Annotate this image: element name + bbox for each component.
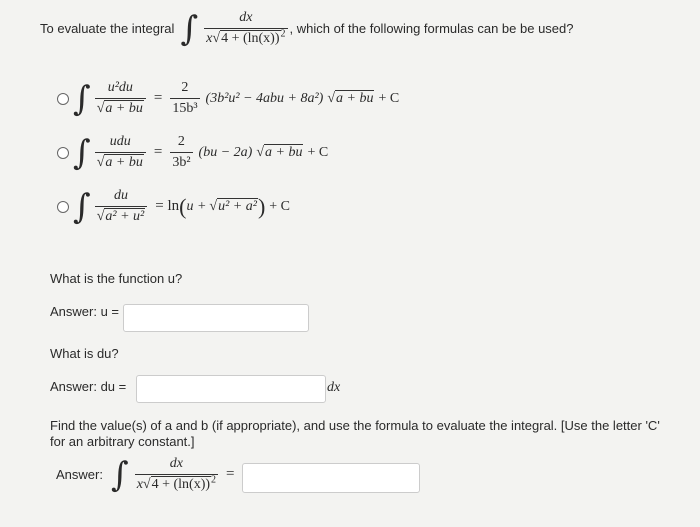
answer-du-suffix: dx bbox=[327, 380, 341, 395]
integral-sign: ∫ bbox=[73, 132, 91, 173]
question-du: What is du? bbox=[50, 346, 119, 361]
formula-option-2[interactable]: ∫ $\frac{\text{udu}}{√a + bu}$ = $\frac{2}{\text{3b²}}$ (bu − 2a) √a + bu + C bbox=[57, 134, 328, 171]
formula-option-1[interactable]: ∫ $\frac{\text{u²du}}{√a + bu}$ = $\frac{2}{\text{15b³}}$ (3b²u² − 4abu + 8a²) √a + bu + C bbox=[57, 80, 399, 117]
final-integrand: $\frac{dx}{x√4 + (\ln(x))^2}$ bbox=[136, 456, 217, 492]
answer-u-label: Answer: u = bbox=[50, 304, 120, 319]
answer-u-row bbox=[50, 304, 119, 319]
answer-final-label: Answer: bbox=[56, 467, 103, 482]
integral-sign: ∫ bbox=[73, 78, 91, 119]
integral-sign: ∫ bbox=[110, 454, 129, 495]
radio-option-1[interactable] bbox=[57, 93, 69, 105]
question-outro: , which of the following formulas can be be used? bbox=[289, 21, 574, 36]
instructions-text: Find the value(s) of a and b (if appropriate), and use the formula to evaluate the integral. [Use the letter 'C' for an arbitrary constant.] bbox=[50, 418, 660, 449]
answer-u-input[interactable] bbox=[123, 304, 309, 332]
answer-du-label: Answer: du = bbox=[50, 379, 127, 394]
question-text bbox=[40, 10, 574, 47]
question-intro: To evaluate the integral bbox=[40, 21, 175, 36]
question-function-u: What is the function u? bbox=[50, 271, 183, 286]
integral-sign: ∫ bbox=[73, 186, 91, 227]
formula-option-3[interactable]: ∫ $\frac{du}{\text{√a² + u²}}$ = ln ( u + √u² + a² ) + C bbox=[57, 188, 290, 225]
final-answer-input[interactable] bbox=[242, 463, 420, 493]
radio-option-2[interactable] bbox=[57, 147, 69, 159]
question-integrand: $\frac{dx}{x√4 + (\ln(x))^2}$ bbox=[206, 10, 286, 46]
radio-option-3[interactable] bbox=[57, 201, 69, 213]
final-answer-row: Answer: ∫ $\frac{dx}{x√4 + (\ln(x))^2}$ = bbox=[56, 454, 235, 495]
answer-du-input[interactable] bbox=[136, 375, 326, 403]
integral-sign: ∫ bbox=[180, 8, 199, 49]
